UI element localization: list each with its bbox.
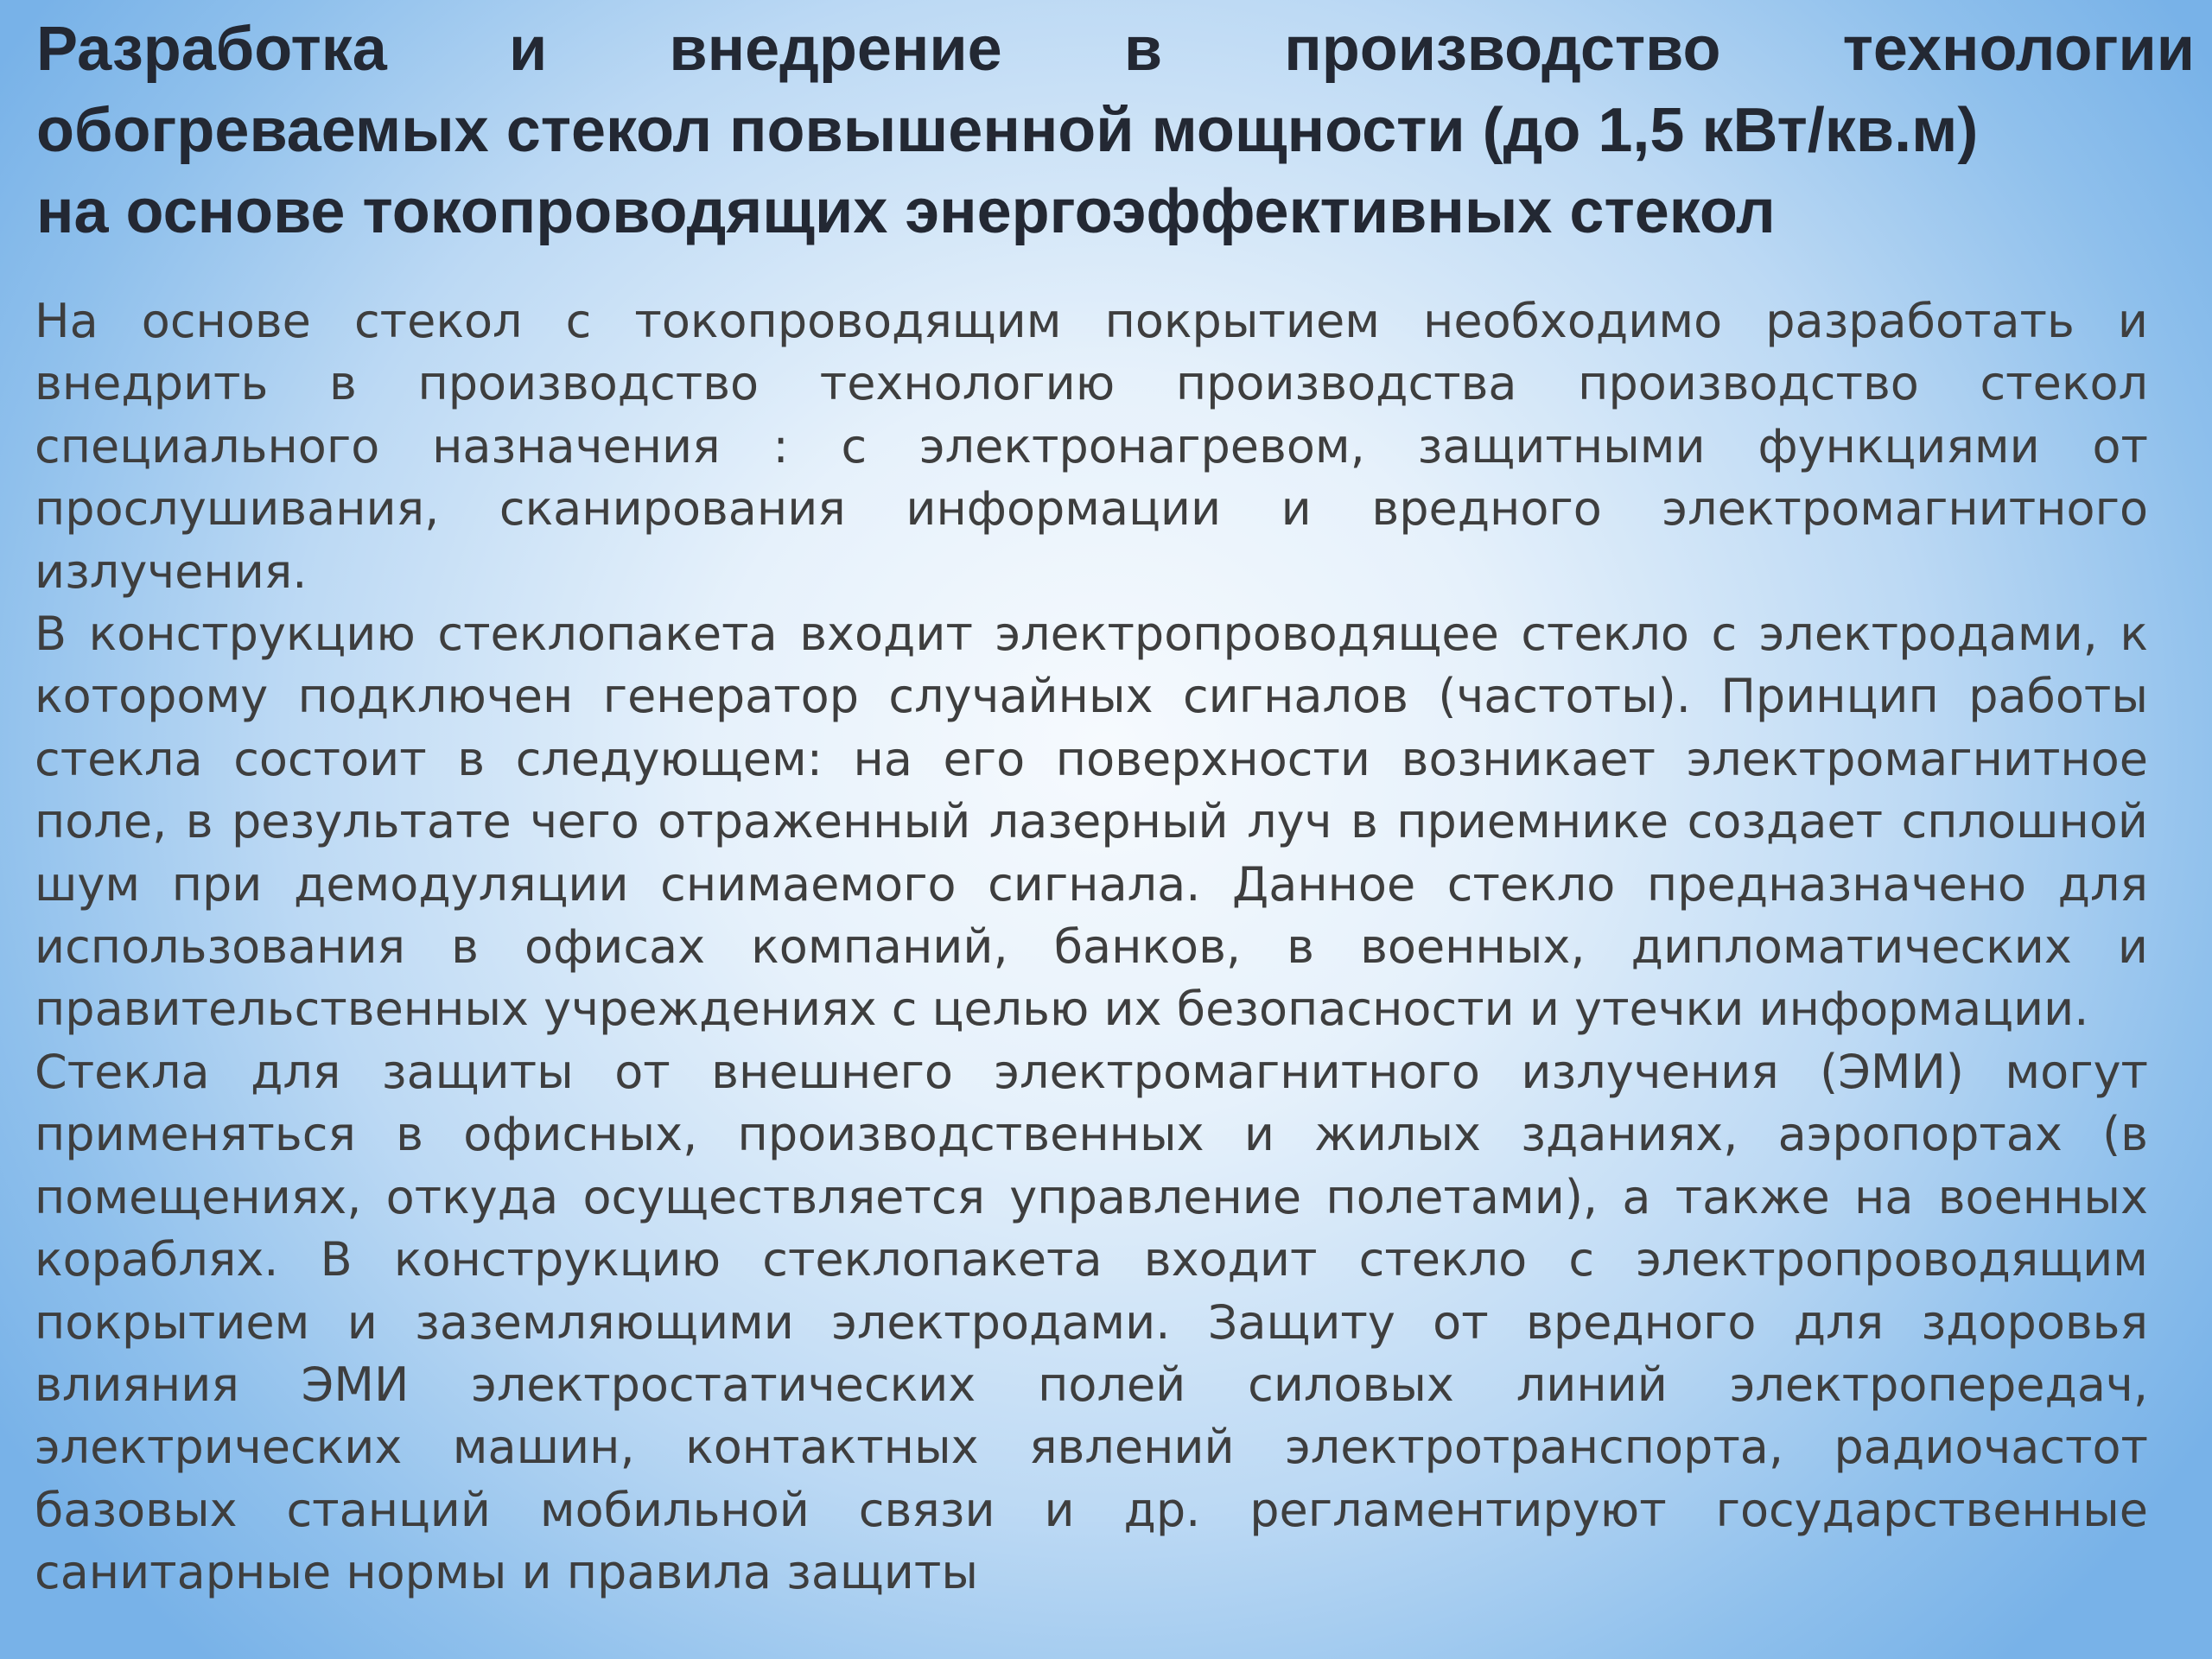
paragraph-2: В конструкцию стеклопакета входит электропроводящее стекло с электродами, к которому подключен генератор случайных сигналов (частоты). Принцип работы стекла состоит в следующем: на его поверхности возникает электромагнитное поле, в результате чего отраженный лазерный луч в приемнике создает сплошной шум при демодуляции снимаемого сигнала. Данное стекло предназначено для использования в офисах компаний, банков, в военных, дипломатических и правительственных учреждениях с целью их безопасности и утечки информации. <box>35 607 2148 1037</box>
title-word: и <box>508 15 548 84</box>
title-line-3: на основе токопроводящих энергоэффективных стекол <box>36 177 1776 246</box>
title-word: технологии <box>1842 15 2195 84</box>
body-text <box>35 290 2148 1605</box>
title-word: в <box>1123 15 1163 84</box>
title-line-1 <box>36 9 2195 90</box>
slide-title <box>36 9 2195 252</box>
title-line-2: обогреваемых стекол повышенной мощности (до 1,5 кВт/кв.м) <box>36 96 1979 165</box>
title-word: внедрение <box>669 15 1002 84</box>
paragraph-3: Стекла для защиты от внешнего электромагнитного излучения (ЭМИ) могут применяться в офисных, производственных и жилых зданиях, аэропортах (в помещениях, откуда осуществляется управление полетами), а также на военных кораблях. В конструкцию стеклопакета входит стекло с электропроводящим покрытием и заземляющими электродами. Защиту от вредного для здоровья влияния ЭМИ электростатических полей силовых линий электропередач, электрических машин, контактных явлений электротранспорта, радиочастот базовых станций мобильной связи и др. регламентируют государственные санитарные нормы и правила защиты <box>35 1044 2148 1600</box>
title-word: Разработка <box>36 15 387 84</box>
paragraph-1: На основе стекол с токопроводящим покрытием необходимо разработать и внедрить в производство технологию производства производство стекол специального назначения : с электронагревом, защитными функциями от прослушивания, сканирования информации и вредного электромагнитного излучения. <box>35 294 2148 599</box>
title-word: производство <box>1284 15 1721 84</box>
